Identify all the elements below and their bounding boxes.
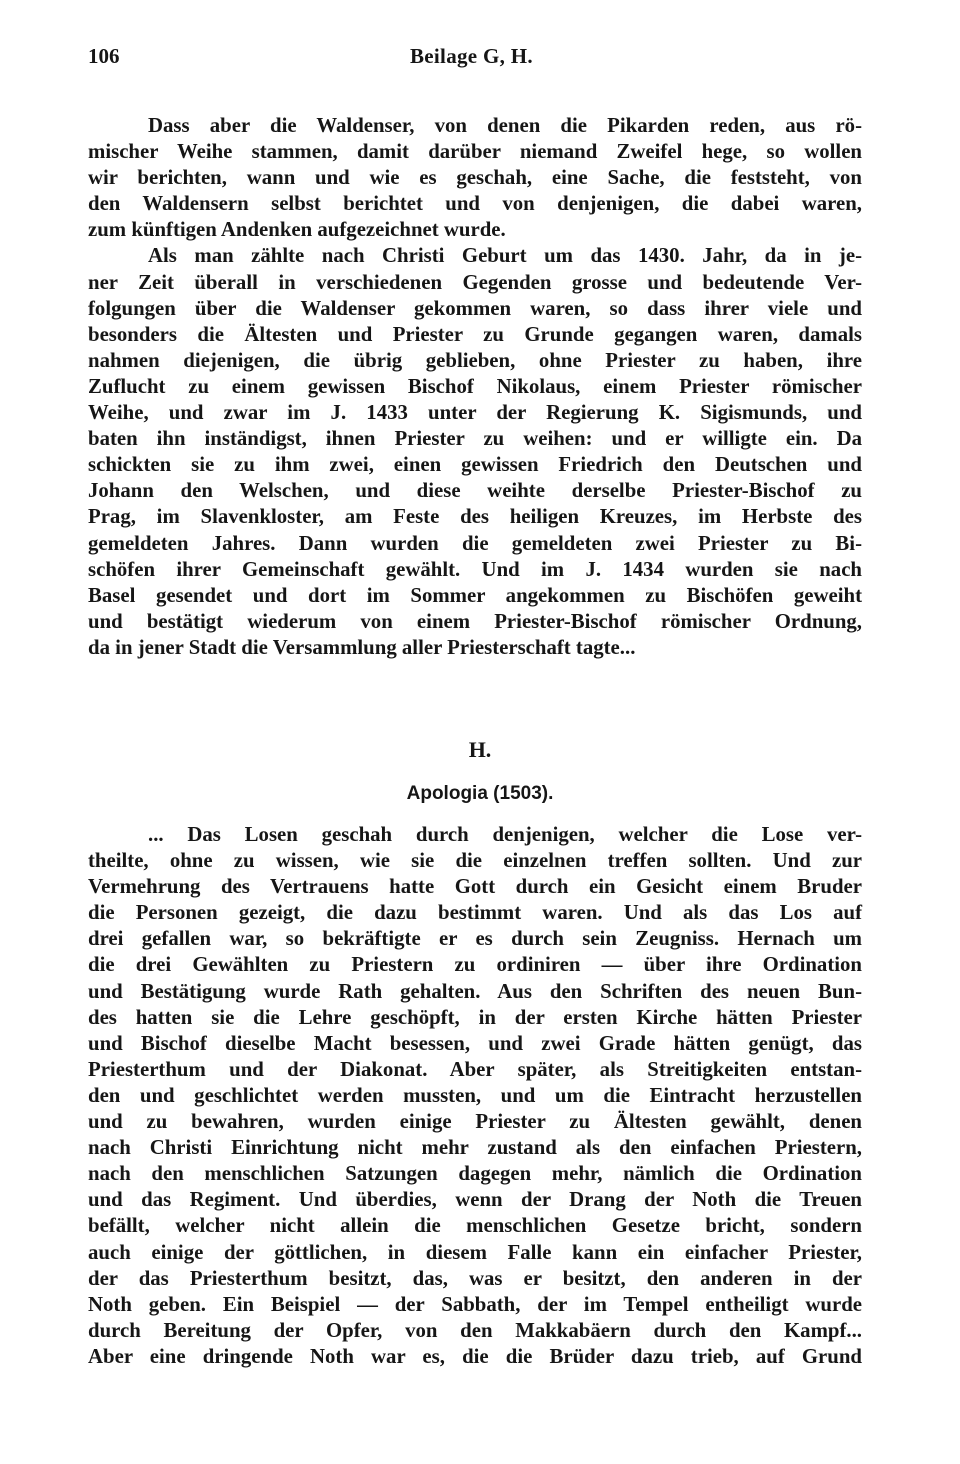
text-line: befällt, welcher nicht allein die menschlichen Gesetze bricht, sondern [88,1214,862,1238]
text-line: schöfen ihrer Gemeinschaft gewählt. Und im J. 1434 wurden sie nach [88,557,862,581]
section-heading-title: Apologia (1503). [406,783,554,804]
text-line: und Bischof dieselbe Macht besessen, und zwei Grade hätten genügt, das [88,1031,862,1055]
text-line: wir berichten, wann und wie es geschah, eine Sache, die feststeht, von [88,166,862,190]
text-line: zum künftigen Andenken aufgezeichnet wurde. [88,218,506,242]
text-line: Zuflucht zu einem gewissen Bischof Nikolaus, einem Priester römischer [88,374,862,398]
text-line: ... Das Losen geschah durch denjenigen, welcher die Lose ver- [148,823,862,846]
text-line: Als man zählte nach Christi Geburt um das 1430. Jahr, da in je- [148,244,862,268]
text-line: den und geschlichtet werden mussten, und um die Eintracht herzustellen [88,1083,862,1107]
page-number: 106 [88,44,120,68]
text-line: schickten sie zu ihm zwei, einen gewissen Friedrich den Deutschen und [88,453,862,477]
text-line: den Waldensern selbst berichtet und von denjenigen, die dabei waren, [88,192,862,216]
text-line: Dass aber die Waldenser, von denen die Pikarden reden, aus rö- [148,114,862,137]
text-line: und zu bewahren, wurden einige Priester zu Ältesten gewählt, denen [88,1110,862,1134]
text-line: ner Zeit überall in verschiedenen Gegenden grosse und bedeutende Ver- [88,270,862,294]
section-heading-letter: H. [468,737,492,762]
text-line: Noth geben. Ein Beispiel — der Sabbath, der im Tempel entheiligt wurde [88,1292,862,1316]
section-h-text [88,822,862,1370]
text-line: folgungen über die Waldenser gekommen waren, so dass ihrer viele und [88,296,862,320]
text-line: der das Priesterthum besitzt, das, was er besitzt, den anderen in der [88,1266,862,1290]
text-line: Vermehrung des Vertrauens hatte Gott durch ein Gesicht einem Bruder [88,875,862,899]
page-header [0,44,960,74]
text-line: Johann den Welschen, und diese weihte derselbe Priester-Bischof zu [88,479,862,503]
text-line: theilte, ohne zu wissen, wie sie die einzelnen treffen sollten. Und zur [88,849,862,873]
text-line: gemeldeten Jahres. Dann wurden die gemeldeten zwei Priester zu Bi- [88,531,862,555]
text-line: und bestätigt wiederum von einem Priester-Bischof römischer Ordnung, [88,609,862,633]
text-line: und das Regiment. Und überdies, wenn der Drang der Noth die Treuen [88,1188,862,1212]
section-g-text [88,113,862,661]
text-line: mischer Weihe stammen, damit darüber niemand Zweifel hege, so wollen [88,140,862,164]
text-line: Weihe, und zwar im J. 1433 unter der Regierung K. Sigismunds, und [88,401,862,425]
text-line: nach Christi Einrichtung nicht mehr zustand als den einfachen Priestern, [88,1136,862,1160]
text-line: die drei Gewählten zu Priestern zu ordiniren — über ihre Ordination [88,953,862,977]
text-line: drei gefallen war, so bekräftigte er es durch sein Zeugniss. Hernach um [88,927,862,951]
text-line: des hatten sie die Lehre geschöpft, in der ersten Kirche hätten Priester [88,1005,862,1029]
text-line: die Personen gezeigt, die dazu bestimmt waren. Und als das Los auf [88,901,862,925]
text-line: durch Bereitung der Opfer, von den Makkabäern durch den Kampf... [88,1318,862,1342]
running-head: Beilage G, H. [410,44,533,68]
text-line: auch einige der göttlichen, in diesem Falle kann ein einfacher Priester, [88,1240,862,1264]
text-line: Prag, im Slavenkloster, am Feste des heiligen Kreuzes, im Herbste des [88,505,862,529]
text-line: Basel gesendet und dort im Sommer angekommen zu Bischöfen geweiht [88,583,862,607]
text-line: Aber eine dringende Noth war es, die die Brüder dazu trieb, auf Grund [88,1344,862,1368]
text-line: nach den menschlichen Satzungen dagegen mehr, nämlich die Ordination [88,1162,862,1186]
text-line: besonders die Ältesten und Priester zu Grunde gegangen waren, damals [88,322,862,346]
text-line: baten ihn inständigst, ihnen Priester zu weihen: und er willigte ein. Da [88,427,862,451]
text-line: nahmen diejenigen, die übrig geblieben, ohne Priester zu haben, ihre [88,348,862,372]
text-line: und Bestätigung wurde Rath gehalten. Aus den Schriften des neuen Bun- [88,979,862,1003]
text-line: Priesterthum und der Diakonat. Aber später, als Streitigkeiten entstan- [88,1057,862,1081]
text-line: da in jener Stadt die Versammlung aller Priesterschaft tagte... [88,635,636,659]
